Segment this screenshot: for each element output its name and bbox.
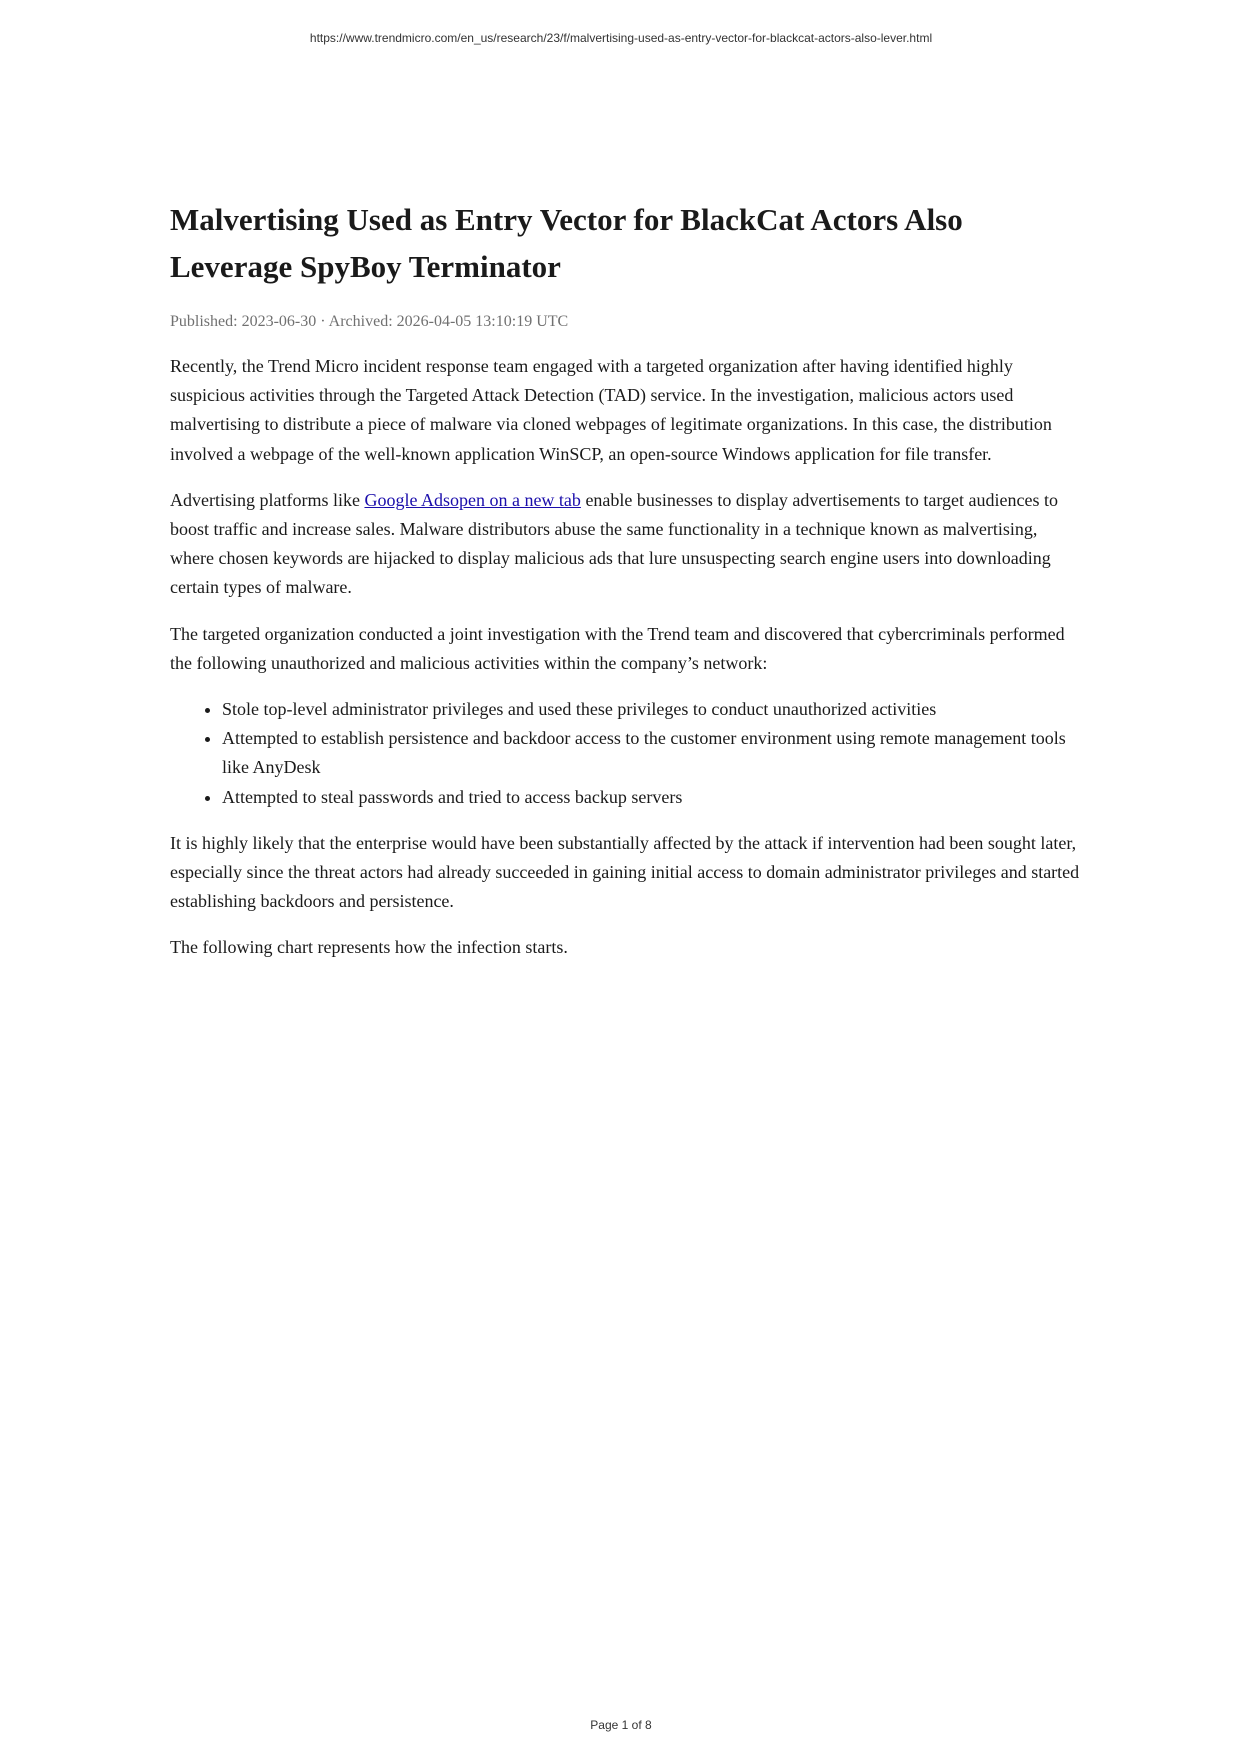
paragraph-investigation: The targeted organization conducted a joint investigation with the Trend team and discovered that cybercriminals performed the following unauthorized and malicious activities within the company’s network:	[170, 623, 1065, 673]
article-title: Malvertising Used as Entry Vector for BlackCat Actors Also Leverage SpyBoy Terminator	[170, 202, 963, 284]
paragraph-impact: It is highly likely that the enterprise would have been substantially affected by the attack if intervention had been sought later, especially since the threat actors had already succeeded in gaining initial access to domain administrator privileges and started establishing backdoors and persistence.	[170, 832, 1080, 912]
page-url: https://www.trendmicro.com/en_us/research/23/f/malvertising-used-as-entry-vector-for-blackcat-actors-also-lever.html	[309, 31, 933, 45]
page-number: Page 1 of 8	[590, 1718, 652, 1732]
list-item: • Attempted to establish persistence and backdoor access to the customer environment using remote management tools like AnyDesk	[222, 724, 1085, 782]
paragraph-chart-intro: The following chart represents how the infection starts.	[170, 937, 568, 958]
paragraph-advertising-after: enable businesses to display advertisements to target audiences to boost traffic and increase sales. Malware distributors abuse the same functionality in a technique known as malvertising, where chosen keywords are hijacked to display malicious ads that lure unsuspecting search engine users into downloading certain types of malware.	[170, 489, 1058, 598]
paragraph-advertising-before: Advertising platforms like	[170, 489, 365, 510]
paragraph-intro: Recently, the Trend Micro incident response team engaged with a targeted organization after having identified highly suspicious activities through the Targeted Attack Detection (TAD) service. In the investigation, malicious actors used malvertising to distribute a piece of malware via cloned webpages of legitimate organizations. In this case, the distribution involved a webpage of the well-known application WinSCP, an open-source Windows application for file transfer.	[170, 356, 1052, 464]
paragraph-advertising	[170, 486, 1085, 603]
list-item: • Attempted to steal passwords and tried to access backup servers	[222, 783, 1085, 812]
article	[170, 196, 1085, 963]
list-item: • Stole top-level administrator privileges and used these privileges to conduct unauthorized activities	[222, 695, 1085, 724]
google-ads-link[interactable]: Google Adsopen on a new tab	[364, 489, 581, 510]
article-meta: Published: 2023-06-30 · Archived: 2026-04-05 13:10:19 UTC	[170, 313, 569, 330]
activities-list	[170, 695, 1085, 812]
